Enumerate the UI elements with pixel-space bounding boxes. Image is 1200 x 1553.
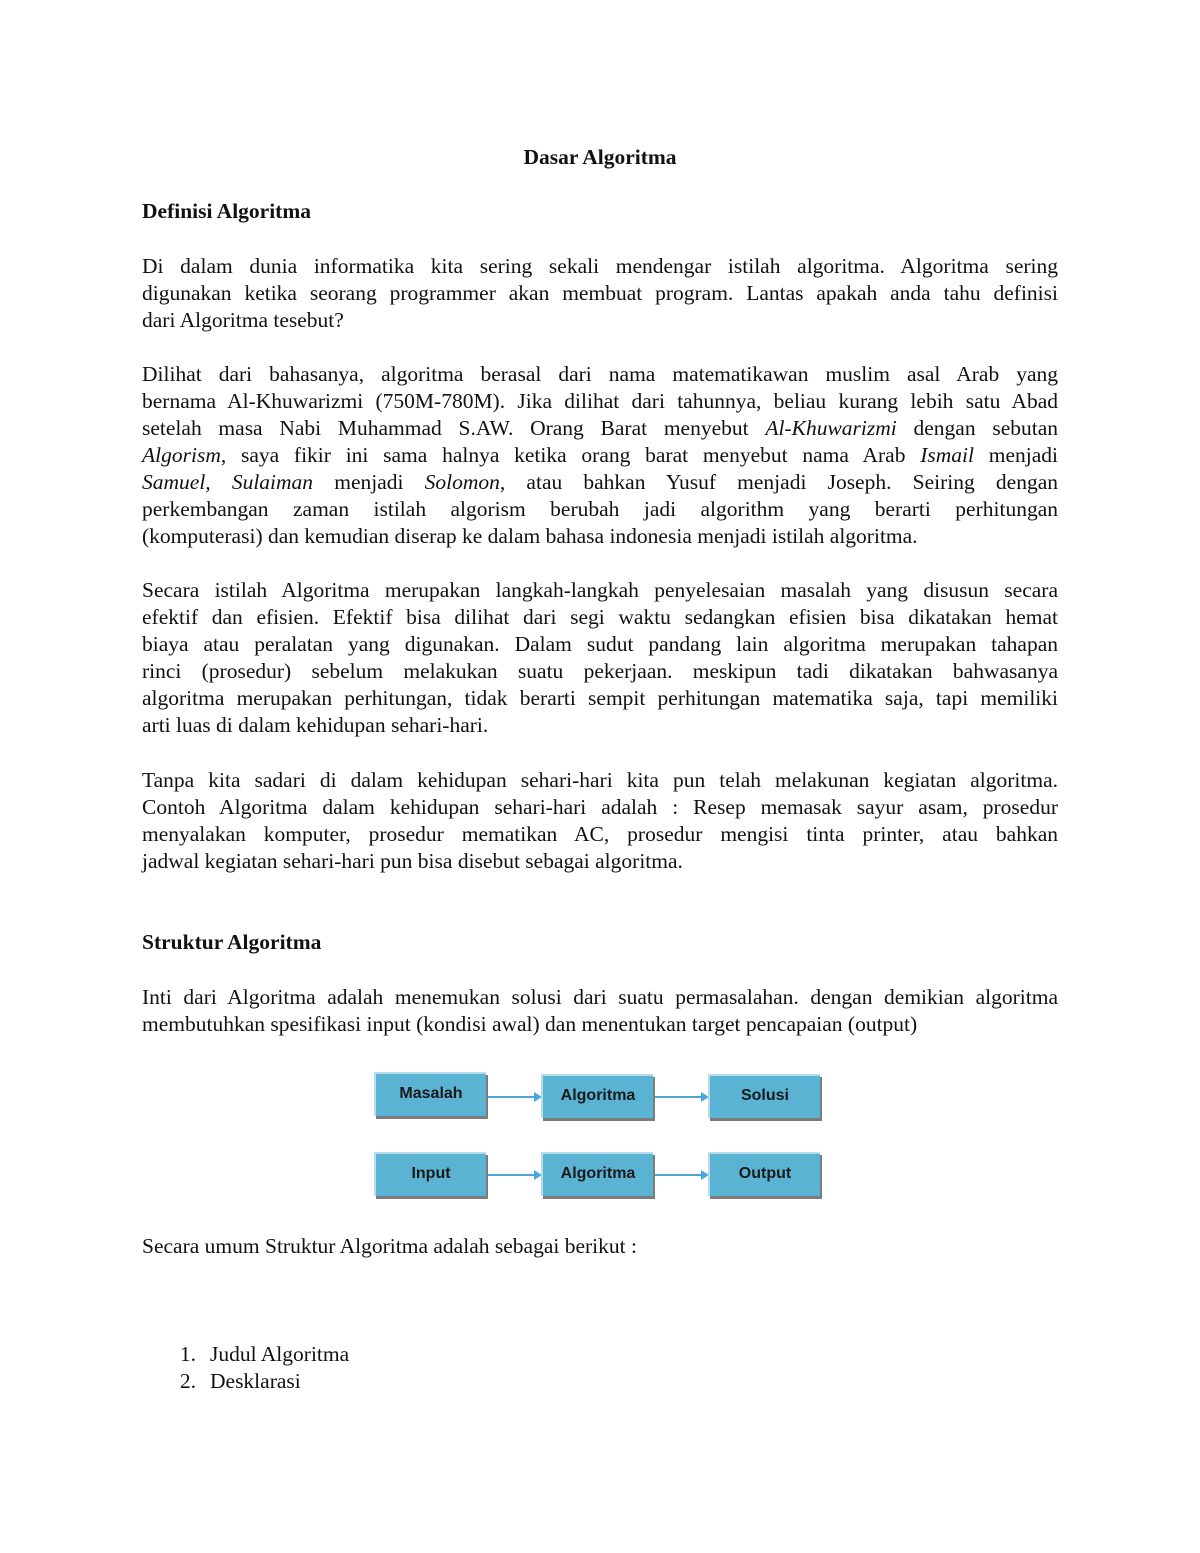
text-run: , atau bahkan Yusuf menjadi Joseph. Seiring dengan xyxy=(499,470,1058,494)
paragraph-line: Di dalam dunia informatika kita sering sekali mendengar istilah algoritma. Algoritma sering xyxy=(142,254,1058,278)
diagram-box-output: Output xyxy=(708,1152,820,1196)
paragraph-line: efektif dan efisien. Efektif bisa dilihat dari segi waktu sedangkan efisien bisa dikatakan hemat xyxy=(142,605,1058,629)
paragraph-line xyxy=(142,442,1058,469)
paragraph-line: Secara istilah Algoritma merupakan langkah-langkah penyelesaian masalah yang disusun secara xyxy=(142,578,1058,602)
paragraph-line: digunakan ketika seorang programmer akan membuat program. Lantas apakah anda tahu definisi xyxy=(142,281,1058,305)
diagram-arrow xyxy=(488,1174,540,1176)
paragraph-line: arti luas di dalam kehidupan sehari-hari. xyxy=(142,713,489,737)
text-run: , saya fikir ini sama halnya ketika orang barat menyebut nama Arab xyxy=(220,443,921,467)
document-title: Dasar Algoritma xyxy=(523,145,677,169)
paragraph-line: Inti dari Algoritma adalah menemukan solusi dari suatu permasalahan. dengan demikian algoritma xyxy=(142,985,1058,1009)
paragraph-line: Secara umum Struktur Algoritma adalah sebagai berikut : xyxy=(142,1234,637,1258)
diagram-arrow xyxy=(488,1096,540,1098)
paragraph-line: biaya atau peralatan yang digunakan. Dalam sudut pandang lain algoritma merupakan tahapan xyxy=(142,632,1058,656)
paragraph-line: dari Algoritma tesebut? xyxy=(142,308,344,332)
list-number: 2. xyxy=(179,1369,196,1393)
paragraph-line xyxy=(142,469,1058,496)
paragraph-etymology xyxy=(142,361,1058,550)
list-item xyxy=(142,1341,349,1368)
paragraph-line: algoritma merupakan perhitungan, tidak berarti sempit perhitungan matematika saja, tapi memiliki xyxy=(142,686,1058,710)
diagram-arrow xyxy=(655,1096,707,1098)
text-run: dengan sebutan xyxy=(896,416,1058,440)
paragraph-line xyxy=(142,415,1058,442)
paragraph-definition xyxy=(142,577,1058,739)
diagram-box-solusi: Solusi xyxy=(708,1074,820,1118)
paragraph-line: menyalakan komputer, prosedur mematikan AC, prosedur mengisi tinta printer, atau bahkan xyxy=(142,822,1058,846)
diagram-box-input: Input xyxy=(374,1152,486,1196)
italic-term: Solomon xyxy=(424,470,500,494)
diagram-box-masalah: Masalah xyxy=(374,1072,486,1116)
italic-term: Al-Khuwarizmi xyxy=(765,416,897,440)
algorithm-flow-diagram xyxy=(372,1068,827,1203)
paragraph-examples xyxy=(142,767,1058,875)
section-heading-definisi: Definisi Algoritma xyxy=(142,199,311,223)
diagram-box-algoritma-1: Algoritma xyxy=(541,1074,653,1118)
paragraph-line: jadwal kegiatan sehari-hari pun bisa disebut sebagai algoritma. xyxy=(142,849,683,873)
text-run: menjadi xyxy=(973,443,1058,467)
diagram-box-algoritma-2: Algoritma xyxy=(541,1152,653,1196)
paragraph-intro xyxy=(142,253,1058,334)
italic-term: Ismail xyxy=(920,443,974,467)
italic-term: Algorism xyxy=(142,443,221,467)
italic-term: Samuel, Sulaiman xyxy=(142,470,314,494)
paragraph-line: Contoh Algoritma dalam kehidupan sehari-hari adalah : Resep memasak sayur asam, prosedur xyxy=(142,795,1058,819)
paragraph-structure-list-intro xyxy=(142,1233,1058,1260)
text-run: setelah masa Nabi Muhammad S.AW. Orang Barat menyebut xyxy=(142,416,766,440)
section-heading-struktur: Struktur Algoritma xyxy=(142,930,322,954)
paragraph-line: perkembangan zaman istilah algorism berubah jadi algorithm yang berarti perhitungan xyxy=(142,497,1058,521)
text-run: menjadi xyxy=(313,470,425,494)
list-text: Judul Algoritma xyxy=(210,1342,350,1366)
paragraph-line: rinci (prosedur) sebelum melakukan suatu pekerjaan. meskipun tadi dikatakan bahwasanya xyxy=(142,659,1058,683)
paragraph-line: Tanpa kita sadari di dalam kehidupan sehari-hari kita pun telah melakunan kegiatan algoritma. xyxy=(142,768,1058,792)
list-text: Desklarasi xyxy=(210,1369,301,1393)
paragraph-line: membutuhkan spesifikasi input (kondisi awal) dan menentukan target pencapaian (output) xyxy=(142,1012,918,1036)
paragraph-structure-intro xyxy=(142,984,1058,1038)
structure-list xyxy=(142,1341,349,1395)
list-item xyxy=(142,1368,349,1395)
paragraph-line: (komputerasi) dan kemudian diserap ke dalam bahasa indonesia menjadi istilah algoritma. xyxy=(142,524,918,548)
paragraph-line: bernama Al-Khuwarizmi (750M-780M). Jika dilihat dari tahunnya, beliau kurang lebih satu Abad xyxy=(142,389,1058,413)
diagram-arrow xyxy=(655,1174,707,1176)
list-number: 1. xyxy=(179,1342,196,1366)
paragraph-line: Dilihat dari bahasanya, algoritma berasal dari nama matematikawan muslim asal Arab yang xyxy=(142,362,1058,386)
